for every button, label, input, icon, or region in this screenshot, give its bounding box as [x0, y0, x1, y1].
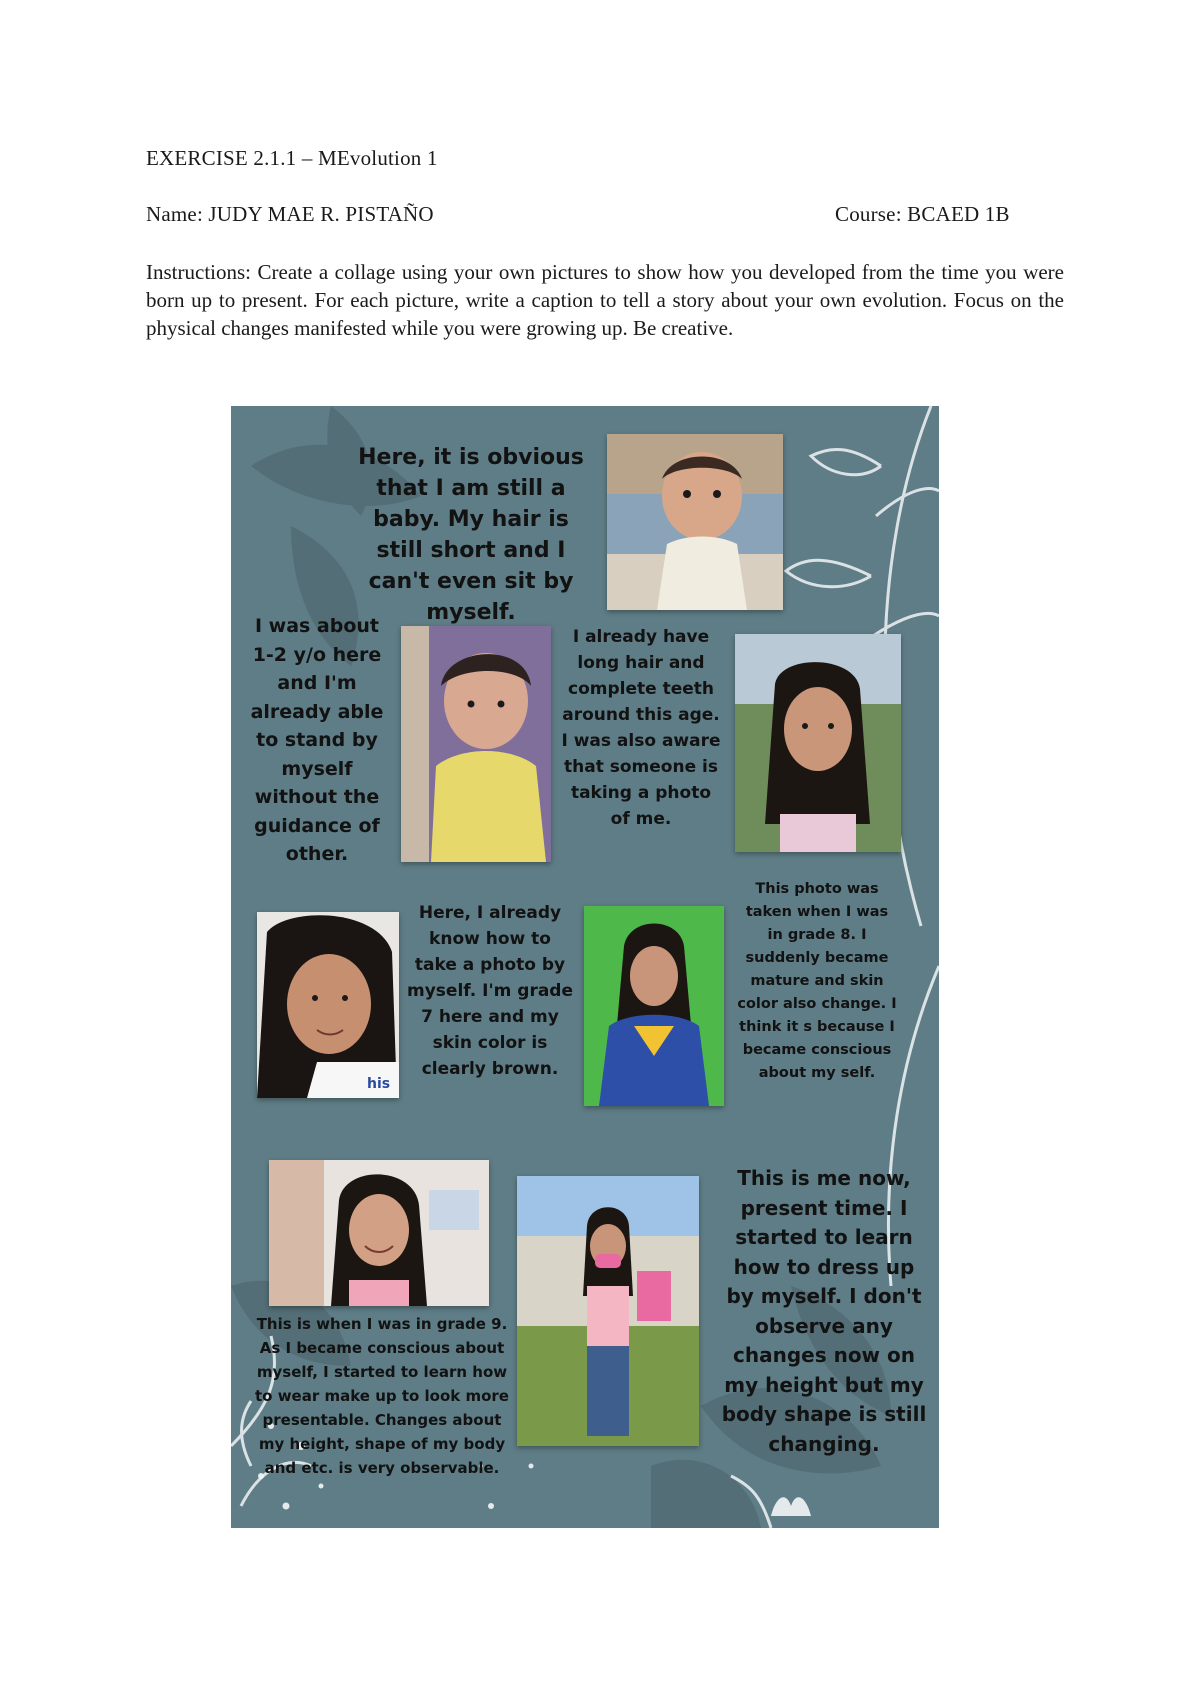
grade-8-photo	[584, 906, 724, 1106]
student-name: Name: JUDY MAE R. PISTAÑO	[146, 202, 434, 226]
caption-present-time: This is me now, present time. I started to learn how to dress up by myself. I don't observe any changes now on my height but my body shape is still changing.	[721, 1166, 927, 1456]
caption-grade-7: Here, I already know how to take a photo by myself. I'm grade 7 here and my skin color is clearly brown.	[407, 903, 573, 1079]
baby-photo	[607, 434, 783, 610]
caption-long-hair: I already have long hair and complete teeth around this age. I was also aware that someone is taking a photo of me.	[561, 627, 721, 829]
grade-9-photo	[269, 1160, 489, 1306]
toddler-photo	[401, 626, 551, 862]
evolution-collage	[231, 406, 939, 1528]
svg-text:his: his	[367, 1076, 391, 1092]
exercise-title: EXERCISE 2.1.1 – MEvolution 1	[146, 146, 438, 170]
course-label: Course: BCAED 1B	[835, 202, 1010, 226]
caption-grade-9: This is when I was in grade 9. As I became conscious about myself, I started to learn how to wear make up to look more presentable. Changes about my height, shape of my body and etc. is very observable.	[255, 1315, 509, 1477]
caption-baby: Here, it is obvious that I am still a baby. My hair is still short and I can't even sit by myself.	[358, 445, 584, 625]
grade-7-selfie-photo	[257, 912, 399, 1098]
caption-toddler: I was about 1-2 y/o here and I'm already able to stand by myself without the guidance of other.	[250, 615, 384, 865]
instructions-paragraph: Instructions: Create a collage using your own pictures to show how you developed from the time you were born up to present. For each picture, write a caption to tell a story about your own evolution. Focus on the physical changes manifested while you were growing up. Be creative.	[146, 260, 1064, 340]
long-hair-photo	[735, 634, 901, 852]
present-time-photo	[517, 1176, 699, 1446]
caption-grade-8: This photo was taken when I was in grade 8. I suddenly became mature and skin color also change. I think it s because I became conscious about my self.	[737, 881, 897, 1081]
